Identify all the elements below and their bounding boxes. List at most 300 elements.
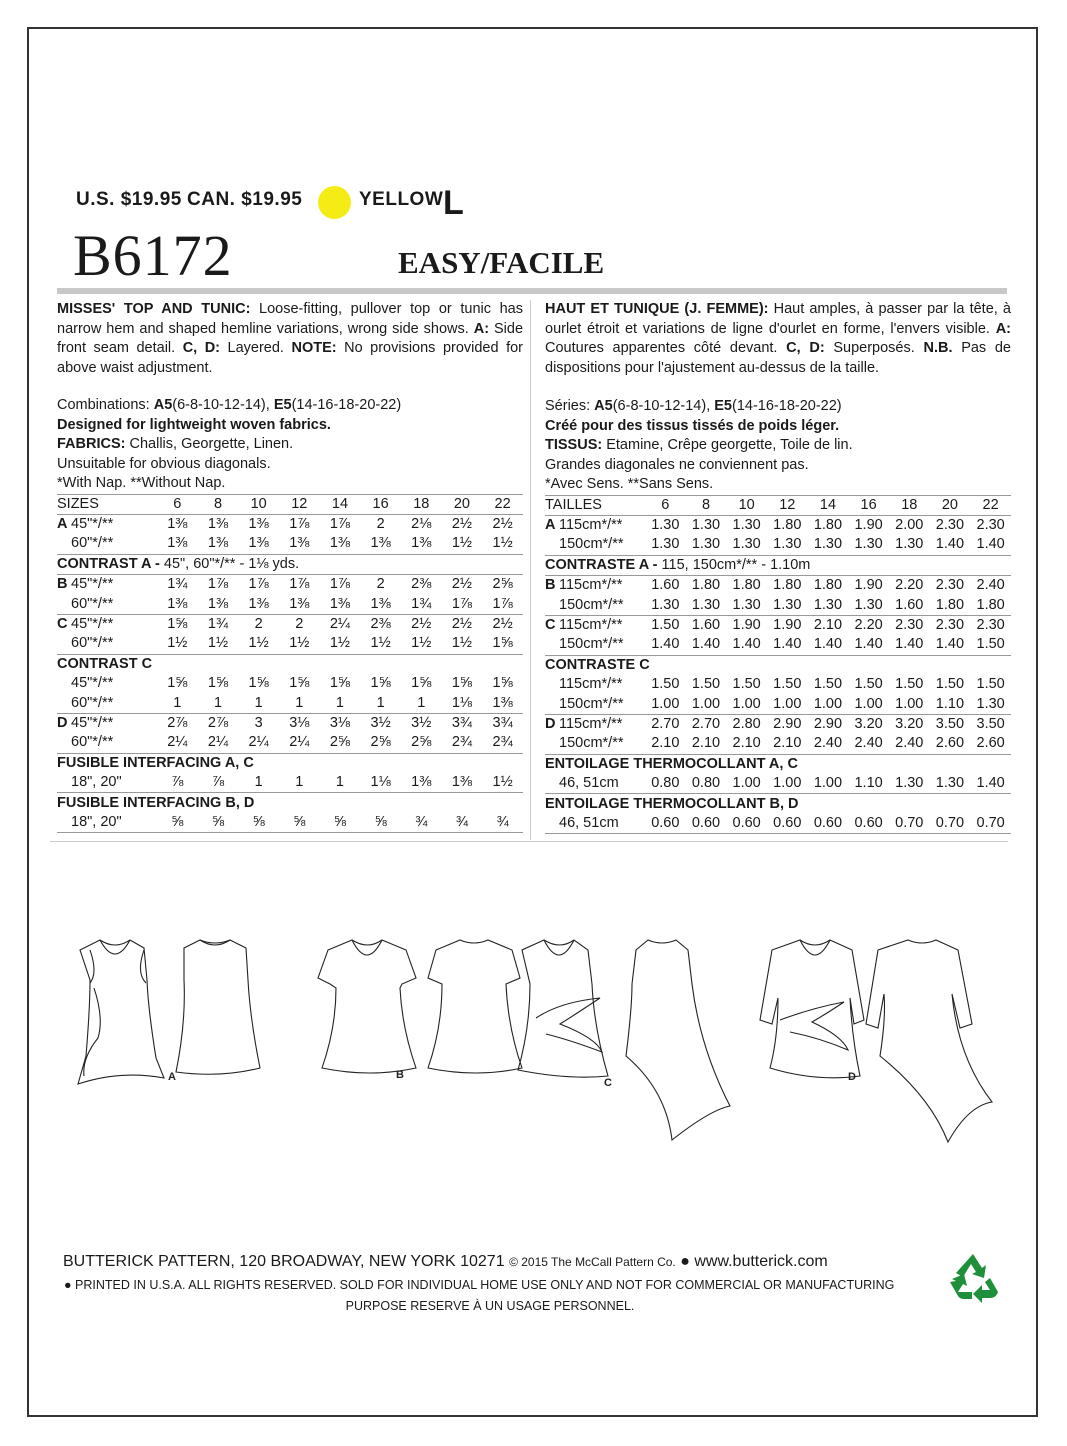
value-cell: 2½ [482,514,523,534]
pattern-code: B6172 [73,223,233,288]
value-cell: 1.50 [645,615,686,635]
fabrics: FABRICS: Challis, Georgette, Linen. [57,436,294,452]
value-cell: 1⅞ [279,575,320,595]
value-cell: 2½ [442,575,483,595]
table-row [57,594,523,614]
table-section-row [545,794,1011,814]
value-cell: 1⅞ [238,575,279,595]
value-cell: 1⅝ [289,675,310,692]
value-cell: 1⅜ [289,535,310,552]
view-b-front-sketch [318,940,416,1073]
value-cell: 1.60 [686,615,727,635]
value-cell: 1 [254,774,263,791]
view-cell [545,595,559,615]
sizes-header: SIZES [57,494,157,514]
value-cell: 0.60 [813,814,843,831]
view-cell [545,814,559,834]
view-cell: D [57,713,71,733]
value-cell: 1.40 [691,636,721,653]
value-cell: 2.60 [976,735,1005,752]
view-cell [57,634,71,654]
value-cell: 0.60 [691,814,721,831]
value-cell: 1.00 [773,695,802,712]
value-cell: 1⅜ [167,595,188,612]
table-row [57,674,523,693]
value-cell: 1⅜ [207,535,229,552]
value-cell: 1.40 [935,636,965,653]
unsuitable-note: Unsuitable for obvious diagonals. [57,455,271,472]
value-cell: 1½ [289,635,310,652]
value-cell: ⅝ [293,813,306,830]
value-cell: ⅝ [171,813,184,830]
value-cell: ¾ [455,813,468,830]
view-cell [57,594,71,614]
width-cell: 115cm*/** [559,515,645,535]
value-cell: 2¼ [248,734,269,751]
table-row [545,635,1011,655]
value-cell: 2¼ [320,614,361,634]
value-cell: 2.40 [895,735,924,752]
view-a-back-sketch [176,940,260,1074]
value-cell: 0.80 [691,775,721,792]
value-cell: 2½ [442,614,483,634]
view-label-d: D [848,1071,856,1083]
value-cell: 1.50 [691,676,721,693]
us-price: U.S. $19.95 [76,189,182,210]
value-cell: 1.10 [854,775,883,792]
value-cell: 1⅝ [492,675,513,692]
value-cell: 1.40 [813,636,843,653]
value-cell: 1.80 [726,576,767,596]
value-cell: 1⅜ [411,774,432,791]
value-cell: 3.20 [889,714,930,734]
value-cell: 2.30 [970,515,1011,535]
value-cell: 2 [360,575,401,595]
view-cell [545,734,559,754]
view-cell [57,534,71,554]
value-cell: 2.30 [930,515,971,535]
recycle-icon [946,1252,1000,1304]
table-row [545,714,1011,734]
width-cell: 60"*/** [71,635,114,652]
value-cell: 1.40 [976,536,1005,553]
french-column [545,300,1011,835]
value-cell: 2.20 [889,576,930,596]
size-header: 18 [889,495,930,515]
table-row [545,595,1011,615]
table-row [57,693,523,713]
designed-for-fr: Créé pour des tissus tissés de poids léger. [545,417,840,434]
value-cell: 1⅝ [207,675,229,692]
value-cell: 1.50 [976,636,1005,653]
value-cell: 2¾ [451,734,472,751]
value-cell: 0.60 [854,814,883,831]
value-cell: 2.10 [773,735,802,752]
combinations: Combinations: A5(6-8-10-12-14), E5(14-16-18-20-22) [57,397,402,413]
value-cell: 0.70 [935,814,965,831]
value-cell: 3½ [360,713,401,733]
value-cell: 2.60 [935,735,965,752]
size-header: 12 [767,495,808,515]
size-header: 6 [157,494,198,514]
value-cell: 1.40 [773,636,802,653]
table-row [545,734,1011,754]
table-section-row [57,554,523,574]
value-cell: 2.70 [686,714,727,734]
width-cell: 45"*/** [71,713,157,733]
value-cell: 1.90 [767,615,808,635]
value-cell: 2.30 [970,615,1011,635]
table-row [57,514,523,534]
view-cell [57,813,71,833]
value-cell: 1.30 [813,536,843,553]
value-cell: 1⅞ [320,514,361,534]
size-header: 22 [482,494,523,514]
value-cell: 1⅜ [370,595,391,612]
unsuitable-note-fr: Grandes diagonales ne conviennent pas. [545,456,809,473]
view-d-front-sketch [760,940,864,1078]
value-cell: 1.50 [895,676,924,693]
value-cell: 2.90 [767,714,808,734]
value-cell: 1.00 [813,695,843,712]
value-cell: 2.10 [651,735,680,752]
value-cell: 2½ [401,614,442,634]
value-cell: 1½ [370,635,391,652]
value-cell: 1.80 [686,576,727,596]
value-cell: 2.10 [691,735,721,752]
table-row [57,614,523,634]
value-cell: 2.90 [808,714,849,734]
value-cell: 1⅜ [238,514,279,534]
value-cell: 1⅜ [370,535,391,552]
width-cell: 18", 20" [71,774,122,791]
value-cell: 1½ [167,635,188,652]
table-row [545,675,1011,694]
width-cell: 45"*/** [71,514,157,534]
value-cell: 1⅜ [289,595,310,612]
section-label: ENTOILAGE THERMOCOLLANT A, C [545,754,1011,774]
color-dot [318,186,351,219]
company-address: BUTTERICK PATTERN, 120 BROADWAY, NEW YORK 10271 [63,1253,505,1270]
value-cell: 1.80 [767,576,808,596]
value-cell: 1⅜ [248,595,269,612]
view-label-a: A [168,1071,176,1083]
value-cell: 1 [376,694,385,711]
value-cell: 1.60 [645,576,686,596]
value-cell: 1.60 [895,596,924,613]
value-cell: 1⅜ [451,774,472,791]
value-cell: 1½ [411,635,432,652]
view-cell [57,693,71,713]
value-cell: 1.30 [895,536,924,553]
size-letter: L [443,184,464,222]
width-cell: 18", 20" [71,813,122,830]
value-cell: 1.00 [773,775,802,792]
table-row [57,813,523,833]
value-cell: 0.60 [651,814,680,831]
value-cell: 1⅝ [248,675,269,692]
size-header: 12 [279,494,320,514]
table-header-row [545,495,1011,515]
value-cell: 1.50 [651,676,680,693]
value-cell: 1.30 [976,695,1005,712]
legal-notice: ● PRINTED IN U.S.A. ALL RIGHTS RESERVED. SOLD FOR INDIVIDUAL HOME USE ONLY AND NOT FOR COMMERCIAL OR MANUFACTURING [64,1278,895,1292]
value-cell: ¾ [415,813,428,830]
value-cell: 2½ [442,514,483,534]
view-cell: A [545,515,559,535]
copyright: © 2015 The McCall Pattern Co. [509,1255,676,1269]
width-cell: 60"*/** [71,535,114,552]
width-cell: 60"*/** [71,694,114,711]
table-row [545,576,1011,596]
view-label-b: B [396,1069,404,1081]
value-cell: 1⅝ [157,614,198,634]
value-cell: 2.10 [732,735,761,752]
value-cell: 1⅝ [329,675,351,692]
value-cell: 2 [360,514,401,534]
value-cell: 3.50 [970,714,1011,734]
value-cell: 2.40 [970,576,1011,596]
value-cell: 2.20 [848,615,889,635]
view-cell [545,774,559,794]
value-cell: 0.60 [732,814,761,831]
size-header: 6 [645,495,686,515]
value-cell: 1.40 [976,775,1005,792]
view-b-back-sketch [428,940,522,1073]
width-cell: 115cm*/** [559,576,645,596]
value-cell: 2⅜ [360,614,401,634]
header-rule [57,288,1007,294]
value-cell: 1⅞ [198,575,239,595]
value-cell: 1.30 [645,515,686,535]
value-cell: 1⅛ [370,774,391,791]
width-cell: 45"*/** [71,614,157,634]
value-cell: 1.30 [935,775,965,792]
value-cell: 2⅝ [411,734,432,751]
sizes-header: TAILLES [545,495,645,515]
table-section-row [545,655,1011,675]
value-cell: 2.30 [930,615,971,635]
value-cell: 3½ [401,713,442,733]
view-cell: B [545,576,559,596]
value-cell: 1.30 [691,536,721,553]
size-header: 10 [238,494,279,514]
value-cell: 1½ [451,635,472,652]
value-cell: 1⅞ [492,595,513,612]
description-fr: HAUT ET TUNIQUE (J. FEMME): Haut amples, à passer par la tête, à ourlet étroit et variations de ligne d'ourlet en forme, l'envers visible. A: Coutures apparentes côté devant. C, D: Superposés. N.B. Pas de dispositions pour l'ajustement au-dessus de la taille. [545,301,1011,376]
table-row [57,733,523,753]
column-divider [530,300,531,840]
value-cell: 1½ [248,635,269,652]
view-cell [545,535,559,555]
value-cell: 1.30 [854,596,883,613]
value-cell: 1.30 [651,536,680,553]
value-cell: 1½ [492,535,513,552]
value-cell: ⅞ [211,774,225,791]
table-section-row [57,793,523,813]
value-cell: 1.30 [732,536,761,553]
value-cell: 1.50 [935,676,965,693]
value-cell: 1.80 [767,515,808,535]
value-cell: 1½ [451,535,472,552]
value-cell: 2.30 [930,576,971,596]
value-cell: 1.50 [732,676,761,693]
value-cell: 1.00 [732,775,761,792]
section-label: CONTRAST C [57,654,523,674]
value-cell: 1.40 [895,636,924,653]
can-price: CAN. $19.95 [187,189,303,210]
value-cell: 0.70 [895,814,924,831]
value-cell: 1⅜ [248,535,269,552]
value-cell: 1⅜ [492,694,513,711]
value-cell: 1½ [492,774,513,791]
value-cell: 3.50 [930,714,971,734]
view-cell: D [545,714,559,734]
width-cell: 150cm*/** [559,695,624,712]
value-cell: 1.80 [935,596,965,613]
size-header: 18 [401,494,442,514]
table-row [545,774,1011,794]
view-cell: A [57,514,71,534]
view-d-back-sketch [866,940,992,1142]
value-cell: 0.80 [651,775,680,792]
size-header: 20 [442,494,483,514]
table-section-row [545,555,1011,575]
value-cell: 1.00 [651,695,680,712]
value-cell: 1⅞ [451,595,472,612]
section-label: CONTRAST A - 45", 60"*/** - 1⅛ yds. [57,554,523,574]
value-cell: 2⅞ [157,713,198,733]
value-cell: 1 [254,694,263,711]
value-cell: 3⅛ [320,713,361,733]
value-cell: ⅝ [374,813,387,830]
value-cell: 1.80 [808,515,849,535]
size-header: 16 [360,494,401,514]
table-row [57,634,523,654]
table-row [545,694,1011,714]
table-row [545,814,1011,834]
value-cell: 1.30 [854,536,883,553]
value-cell: 1.40 [651,636,680,653]
combinations-fr: Séries: A5(6-8-10-12-14), E5(14-16-18-20-22) [545,398,842,414]
value-cell: 2 [279,614,320,634]
value-cell: 1.50 [773,676,802,693]
view-cell: B [57,575,71,595]
value-cell: 1⅜ [207,595,229,612]
legal-notice-fr: PURPOSE RESERVE À UN USAGE PERSONNEL. [345,1299,635,1313]
website-link[interactable]: ● www.butterick.com [680,1253,828,1270]
value-cell: 1.30 [773,596,802,613]
value-cell: 1.30 [895,775,924,792]
value-cell: 1 [335,774,344,791]
size-header: 20 [930,495,971,515]
value-cell: 2⅞ [198,713,239,733]
width-cell: 150cm*/** [559,596,624,613]
value-cell: 1 [295,774,304,791]
value-cell: 1.30 [726,515,767,535]
value-cell: 2.10 [808,615,849,635]
table-row [57,575,523,595]
view-c-front-sketch [518,940,608,1077]
section-label: FUSIBLE INTERFACING B, D [57,793,523,813]
size-header: 10 [726,495,767,515]
value-cell: 1.30 [732,596,761,613]
size-header: 8 [198,494,239,514]
value-cell: 1.80 [976,596,1005,613]
value-cell: 2⅝ [482,575,523,595]
value-cell: 1¾ [411,595,432,612]
value-cell: 1¾ [198,614,239,634]
table-section-row [545,754,1011,774]
value-cell: ¾ [496,813,509,830]
width-cell: 150cm*/** [559,536,624,553]
value-cell: 1⅜ [329,535,351,552]
value-cell: 1⅜ [167,535,188,552]
value-cell: 2⅛ [401,514,442,534]
value-cell: 3.20 [848,714,889,734]
section-label: ENTOILAGE THERMOCOLLANT B, D [545,794,1011,814]
width-cell: 150cm*/** [559,636,624,653]
description: MISSES' TOP AND TUNIC: Loose-fitting, pullover top or tunic has narrow hem and shaped hemline variations, wrong side shows. A: Side front seam detail. C, D: Layered. NOTE: No provisions provided for above waist adjustment. [57,301,524,376]
size-header: 16 [848,495,889,515]
value-cell: 2¼ [207,734,229,751]
value-cell: 1.40 [732,636,761,653]
width-cell: 46, 51cm [559,814,619,831]
width-cell: 46, 51cm [559,775,619,792]
value-cell: 1.80 [808,576,849,596]
view-cell [57,674,71,693]
value-cell: 0.70 [976,814,1005,831]
value-cell: 1.50 [854,676,883,693]
value-cell: 1 [417,694,426,711]
section-label: FUSIBLE INTERFACING A, C [57,753,523,773]
size-header: 8 [686,495,727,515]
view-cell [545,675,559,694]
view-cell: C [545,615,559,635]
width-cell: 60"*/** [71,595,114,612]
width-cell: 45"*/** [71,575,157,595]
value-cell: 3⅛ [279,713,320,733]
width-cell: 150cm*/** [559,735,624,752]
value-cell: 1½ [207,635,229,652]
value-cell: 1.90 [726,615,767,635]
value-cell: 1.30 [813,596,843,613]
width-cell: 115cm*/** [559,615,645,635]
value-cell: 1⅛ [451,694,472,711]
color-name: YELLOW [359,189,444,210]
width-cell: 115cm*/** [559,714,645,734]
section-label: CONTRASTE C [545,655,1011,675]
value-cell: 1.30 [773,536,802,553]
value-cell: 0.60 [773,814,802,831]
view-cell [545,635,559,655]
value-cell: 1⅝ [492,635,513,652]
value-cell: 2¾ [492,734,513,751]
value-cell: 1.30 [686,515,727,535]
value-cell: 1.90 [848,576,889,596]
nap-note-fr: *Avec Sens. **Sans Sens. [545,476,714,492]
value-cell: 1⅞ [320,575,361,595]
value-cell: ⅞ [171,774,184,791]
table-row [57,713,523,733]
value-cell: 2.00 [889,515,930,535]
value-cell: 1 [295,694,304,711]
value-cell: 1.10 [935,695,965,712]
value-cell: ⅝ [252,813,265,830]
size-header: 14 [320,494,361,514]
table-row [545,535,1011,555]
metrage-table [545,495,1011,836]
